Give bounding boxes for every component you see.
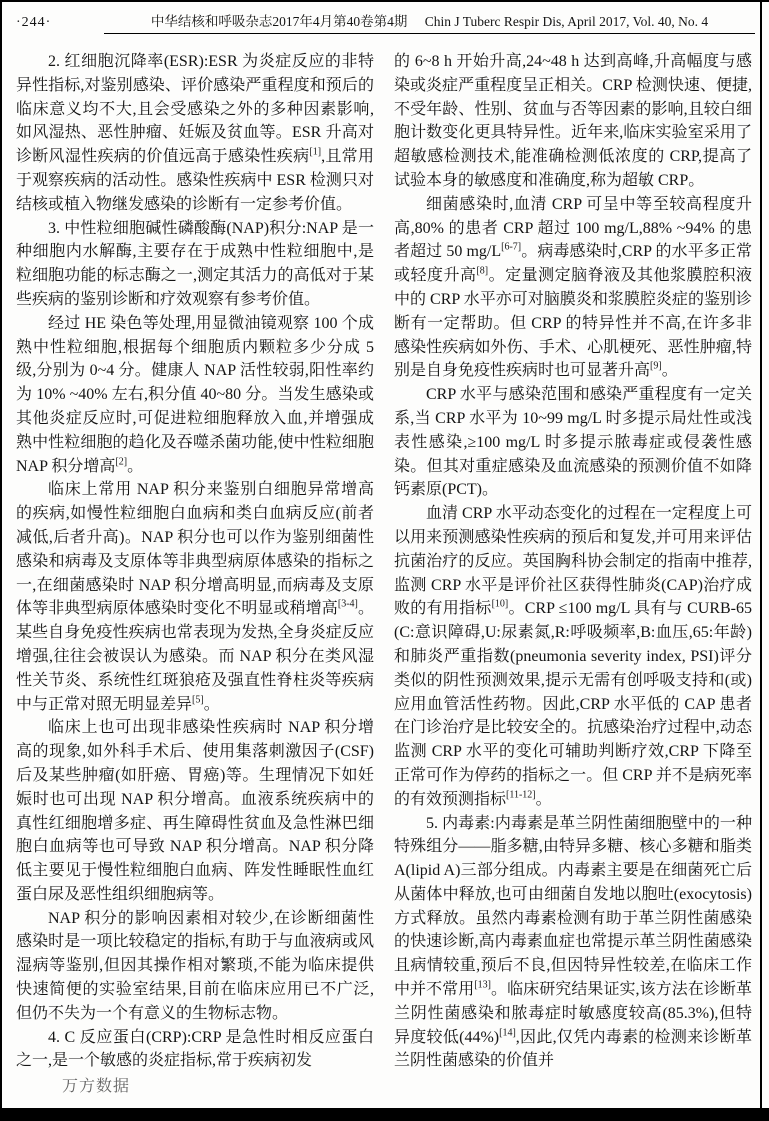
paragraph-nap-noninfectious: 临床上也可出现非感染性疾病时 NAP 积分增高的现象,如外科手术后、使用集落刺激因子(CSF)后及某些肿瘤(如肝癌、胃癌)等。生理情况下如妊娠时也可出现 NAP 积分增高。血液系统疾病中的真性红细胞增多症、再生障碍性贫血及急性淋巴细胞白血病等也可导致 NAP 积分增高。NAP 积分降低主要见于慢性粒细胞白血病、阵发性睡眠性血红蛋白尿及恶性组织细胞病等。 <box>16 719 374 903</box>
right-column <box>394 50 752 1073</box>
paragraph-esr: 2. 红细胞沉降率(ESR):ESR 为炎症反应的非特异性指标,对鉴别感染、评价感染严重程度和预后的临床意义均不大,且会受感染之外的多种因素影响,如风湿热、恶性肿瘤、妊娠及贫血等。ESR 升高对诊断风湿性疾病的价值远高于感染性疾病[1],且常用于观察疾病的活动性。感染性疾病中 ESR 检测只对结核或植入物继发感染的诊断有一定参考价值。 <box>16 53 374 213</box>
paragraph-nap-intro: 3. 中性粒细胞碱性磷酸酶(NAP)积分:NAP 是一种细胞内水解酶,主要存在于成熟中性粒细胞中,是粒细胞功能的标志酶之一,测定其活力的高低对于某些疾病的鉴别诊断和疗效观察有参考价值。 <box>16 219 374 308</box>
article-body <box>16 50 752 1073</box>
paragraph-crp-levels: CRP 水平与感染范围和感染严重程度有一定关系,当 CRP 水平为 10~99 mg/L 时多提示局灶性或浅表性感染,≥100 mg/L 时多提示脓毒症或侵袭性感染。但其对重症感染及血流感染的预测价值不如降钙素原(PCT)。 <box>394 386 752 499</box>
left-column <box>16 50 374 1073</box>
journal-title-chinese: 中华结核和呼吸杂志2017年4月第40卷第4期 <box>150 14 408 29</box>
paragraph-nap-clinical: 临床上常用 NAP 积分来鉴别白细胞异常增高的疾病,如慢性粒细胞白血病和类白血病反应(前者减低,后者升高)。NAP 积分也可以作为鉴别细菌性感染和病毒及支原体等非典型病原体感染的指标之一,在细菌感染时 NAP 积分增高明显,而病毒及支原体等非典型病原体感染时变化不明显或稍增高[3-4]。某些自身免疫性疾病也常表现为发热,全身炎症反应增强,往往会被误认为感染。而 NAP 积分在类风湿性关节炎、系统性红斑狼疮及强直性脊柱炎等疾病中与正常对照无明显差异[5]。 <box>16 481 374 713</box>
scan-edge-bottom <box>0 1108 769 1121</box>
paragraph-crp-bacterial: 细菌感染时,血清 CRP 可呈中等至较高程度升高,80% 的患者 CRP 超过 100 mg/L,88% ~94% 的患者超过 50 mg/L[6-7]。病毒感染时,CRP 的水平多正常或轻度升高[8]。定量测定脑脊液及其他浆膜腔积液中的 CRP 水平亦可对脑膜炎和浆膜腔炎症的鉴别诊断有一定帮助。但 CRP 的特异性并不高,在许多非感染性疾病如外伤、手术、心肌梗死、恶性肿瘤,特别是自身免疫性疾病时也可显著升高[9]。 <box>394 195 752 380</box>
journal-running-head <box>104 10 755 34</box>
paragraph-nap-method: 经过 HE 染色等处理,用显微油镜观察 100 个成熟中性粒细胞,根据每个细胞质内颗粒多少分成 5 级,分别为 0~4 分。健康人 NAP 活性较弱,阳性率约为 10% ~40% 左右,积分值 40~80 分。当发生感染或其他炎症反应时,可促进粒细胞释放入血,并增强成熟中性粒细胞的趋化及吞噬杀菌功能,使中性粒细胞 NAP 积分增高[2]。 <box>16 314 374 475</box>
paragraph-crp-start: 4. C 反应蛋白(CRP):CRP 是急性时相反应蛋白之一,是一个敏感的炎症指标,常于疾病初发 <box>16 1028 374 1070</box>
paragraph-crp-continued: 的 6~8 h 开始升高,24~48 h 达到高峰,升高幅度与感染或炎症严重程度呈正相关。CRP 检测快速、便捷,不受年龄、性别、贫血与否等因素的影响,且较白细胞计数变化更具特异性。近年来,临床实验室采用了超敏感检测技术,能准确检测低浓度的 CRP,提高了试验本身的敏感度和准确度,称为超敏 CRP。 <box>394 53 752 189</box>
scan-edge-top <box>0 0 769 2</box>
page-header <box>16 10 755 34</box>
page-number: ·244· <box>16 15 52 30</box>
paragraph-nap-summary: NAP 积分的影响因素相对较少,在诊断细菌性感染时是一项比较稳定的指标,有助于与血液病或风湿病等鉴别,但因其操作相对繁琐,不能为临床提供快速简便的实验室结果,目前在临床应用已不广泛,但仍不失为一个有意义的生物标志物。 <box>16 909 374 1022</box>
scan-edge-left <box>0 0 2 1121</box>
journal-title-english: Chin J Tuberc Respir Dis, April 2017, Vol. 40, No. 4 <box>424 14 709 29</box>
paragraph-endotoxin: 5. 内毒素:内毒素是革兰阴性菌细胞壁中的一种特殊组分——脂多糖,由特异多糖、核心多糖和脂类 A(lipid A)三部分组成。内毒素主要是在细菌死亡后从菌体中释放,也可由细菌自发地以胞吐(exocytosis)方式释放。虽然内毒素检测有助于革兰阴性菌感染的快速诊断,高内毒素血症也常提示革兰阴性菌感染且病情较重,预后不良,但因特异性较差,在临床工作中并不常用[13]。临床研究结果证实,该方法在诊断革兰阴性菌感染和脓毒症时敏感度较高(85.3%),但特异度较低(44%)[14],因此,仅凭内毒素的检测来诊断革兰阴性菌感染的价值并 <box>394 814 752 1070</box>
paragraph-crp-dynamics: 血清 CRP 水平动态变化的过程在一定程度上可以用来预测感染性疾病的预后和复发,并可用来评估抗菌治疗的反应。英国胸科协会制定的指南中推荐,监测 CRP 水平是评价社区获得性肺炎(CAP)治疗成败的有用指标[10]。CRP ≤100 mg/L 具有与 CURB-65(C:意识障碍,U:尿素氮,R:呼吸频率,B:血压,65:年龄)和肺炎严重指数(pneumonia severity index, PSI)评分类似的阴性预测效果,提示无需有创呼吸支持和(或)应用血管活性药物。因此,CRP 水平低的 CAP 患者在门诊治疗是比较安全的。抗感染治疗过程中,动态监测 CRP 水平的变化可辅助判断疗效,CRP 下降至正常可作为停药的指标之一。但 CRP 并不是病死率的有效预测指标[11-12]。 <box>394 505 752 808</box>
scan-edge-right <box>760 0 762 1121</box>
wanfang-watermark: 万方数据 <box>62 1078 131 1095</box>
